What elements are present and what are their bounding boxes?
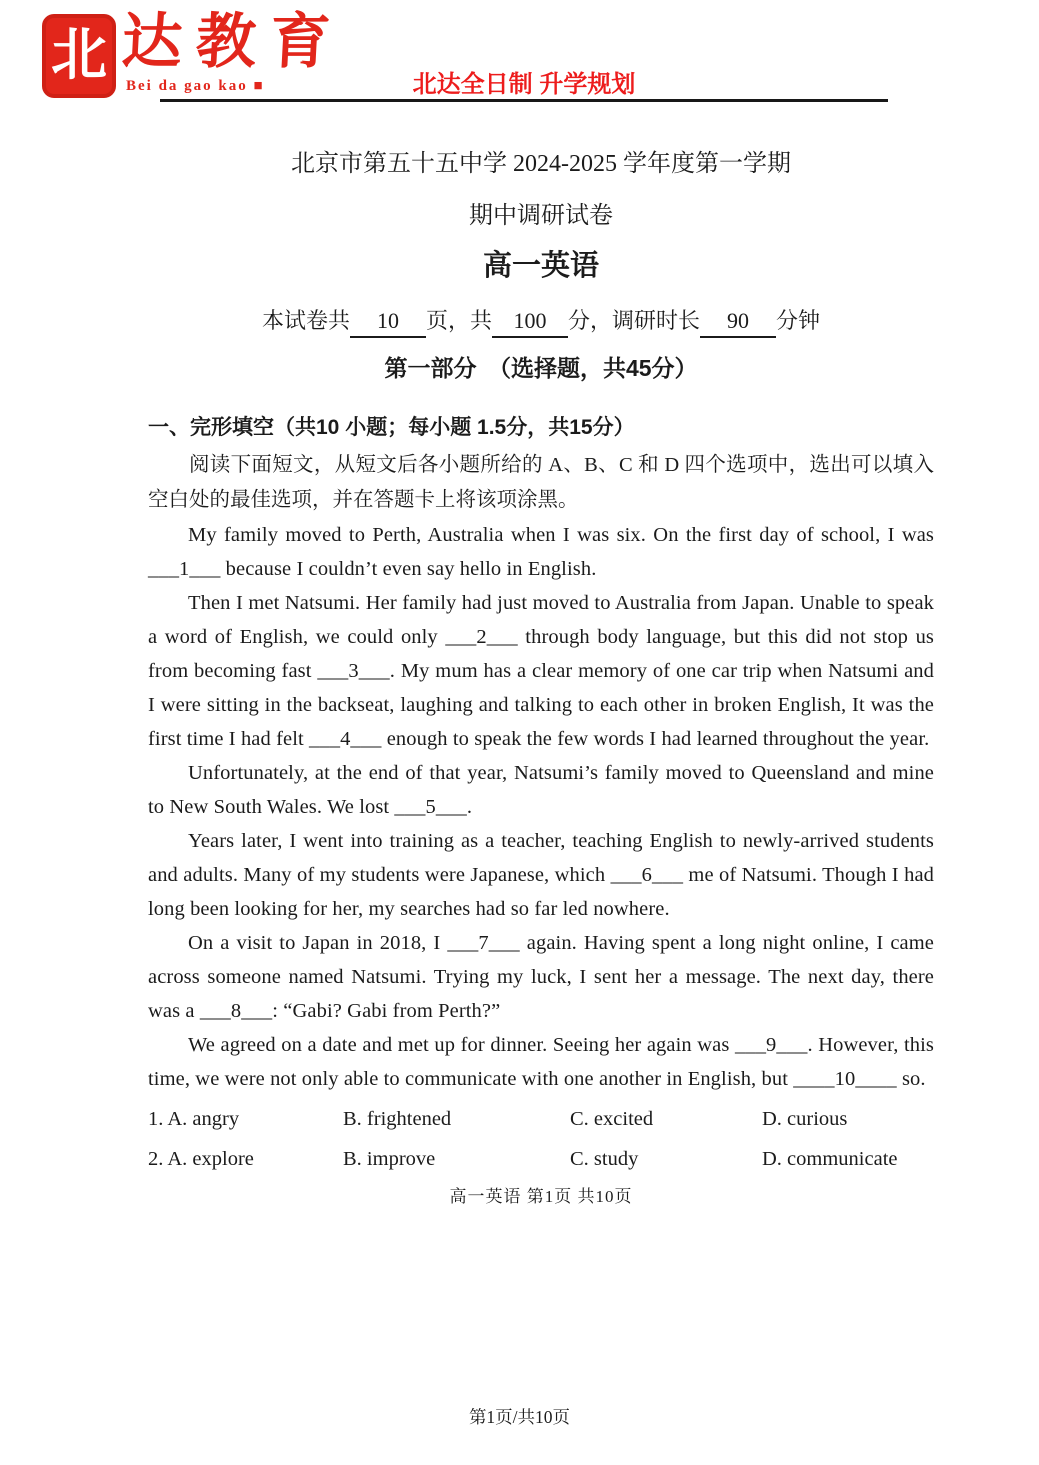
q1-option-c: C. excited bbox=[570, 1108, 654, 1130]
seal-character: 北 bbox=[51, 25, 107, 87]
cloze-paragraph-1: My family moved to Perth, Australia when I was six. On the first day of school, I was ___1___ because I couldn’t even say hello in English. bbox=[148, 524, 934, 580]
cloze-options bbox=[148, 1099, 934, 1179]
q2-option-b: B. improve bbox=[343, 1148, 436, 1170]
cloze-paragraph-5: On a visit to Japan in 2018, I ___7___ again. Having spent a long night online, I came across someone named Natsumi. Trying my luck, I sent her a message. The next day, there was a ___8___: “Gabi? Gabi from Perth?” bbox=[148, 932, 934, 1022]
q1-option-a: 1. A. angry bbox=[148, 1108, 240, 1130]
exam-info-prefix: 本试卷共 bbox=[261, 308, 350, 333]
cloze-instructions: 阅读下面短文，从短文后各小题所给的 A、B、C 和 D 四个选项中，选出可以填入空白处的最佳选项，并在答题卡上将该项涂黑。 bbox=[148, 454, 934, 511]
exam-info-mid1: 页，共 bbox=[425, 308, 492, 333]
exam-info-mid2: 分，调研时长 bbox=[568, 308, 701, 333]
exam-content bbox=[148, 100, 934, 1179]
page-number: 第1页/共10页 bbox=[468, 1407, 571, 1427]
beida-seal-icon bbox=[42, 14, 116, 98]
exam-score-value: 100 bbox=[492, 306, 568, 338]
cloze-paragraph-4: Years later, I went into training as a teacher, teaching English to newly-arrived students and adults. Many of my students were Japanese, which ___6___ me of Natsumi. Though I had long been looking for her, my searches had so far led nowhere. bbox=[148, 830, 934, 920]
q1-option-d: D. curious bbox=[762, 1108, 848, 1130]
exam-duration-value: 90 bbox=[700, 306, 776, 338]
exam-footer-label: 高一英语 第1页 共10页 bbox=[449, 1187, 633, 1206]
subject-title: 高一英语 bbox=[482, 250, 599, 282]
cloze-paragraph-3: Unfortunately, at the end of that year, Natsumi’s family moved to Queensland and mine to New South Wales. We lost ___5___. bbox=[148, 762, 934, 818]
header-tagline: 北达全日制 升学规划 bbox=[412, 71, 636, 98]
cloze-section-heading: 一、完形填空（共10 小题；每小题 1.5分，共15分） bbox=[148, 416, 635, 439]
part1-heading: 第一部分 （选择题，共45分） bbox=[384, 355, 698, 381]
option-row-2 bbox=[148, 1139, 934, 1179]
q1-option-b: B. frightened bbox=[343, 1108, 452, 1130]
q2-option-d: D. communicate bbox=[762, 1148, 898, 1170]
q2-option-c: C. study bbox=[570, 1148, 639, 1170]
exam-info-line bbox=[148, 303, 934, 339]
exam-pages-value: 10 bbox=[350, 306, 426, 338]
brand-text: 达教育 bbox=[120, 9, 346, 75]
exam-type-title: 期中调研试卷 bbox=[469, 203, 613, 229]
cloze-paragraph-2: Then I met Natsumi. Her family had just moved to Australia from Japan. Unable to speak a word of English, we could only ___2___ through body language, but this did not stop us from becoming fast ___3___. My mum has a clear memory of one car trip when Natsumi and I were sitting in the backseat, laughing and talking to each other in broken English, It was the first time I had felt ___4___ enough to speak the few words I had learned throughout the year. bbox=[148, 592, 934, 750]
brand-subtext: Bei da gao kao ■ bbox=[126, 78, 265, 94]
q2-option-a: 2. A. explore bbox=[148, 1148, 254, 1170]
option-row-1 bbox=[148, 1099, 934, 1139]
exam-info-suffix: 分钟 bbox=[776, 308, 821, 333]
school-term-title: 北京市第五十五中学 2024-2025 学年度第一学期 bbox=[291, 151, 791, 177]
cloze-paragraph-6: We agreed on a date and met up for dinner. Seeing her again was ___9___. However, this time, we were not only able to communicate with one another in English, but ____10____ so. bbox=[148, 1034, 934, 1090]
